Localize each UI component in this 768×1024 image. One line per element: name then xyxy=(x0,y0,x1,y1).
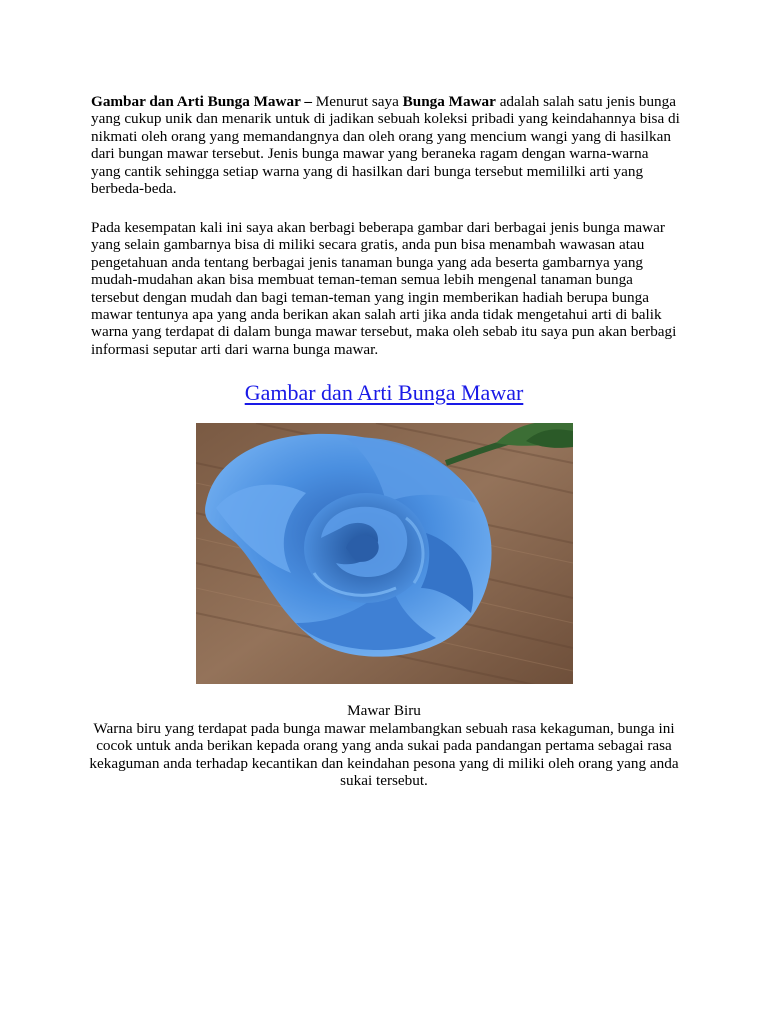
intro-bold-term: Bunga Mawar xyxy=(402,93,496,110)
intro-title: Gambar dan Arti Bunga Mawar – xyxy=(91,93,312,110)
intro-text-a: Menurut saya xyxy=(311,93,403,110)
caption-body: Warna biru yang terdapat pada bunga mawar melambangkan sebuah rasa kekaguman, bunga ini cocok untuk anda berikan kepada orang yang anda sukai pada pandangan pertama sebagai rasa kekaguman anda terhadap kecantikan dan keindahan pesona yang di miliki oleh orang yang anda sukai tersebut. xyxy=(89,719,679,790)
second-paragraph: Pada kesempatan kali ini saya akan berbagi beberapa gambar dari berbagai jenis bunga mawar yang selain gambarnya bisa di miliki secara gratis, anda pun bisa menambah wawasan atau pengetahuan anda tentang berbagai jenis tanaman bunga yang ada beserta gambarnya yang mudah-mudahan akan bisa membuat teman-teman semua lebih mengenal tanaman bunga tersebut dengan mudah dan bagi teman-teman yang ingin memberikan hadiah berupa bunga mawar tentunya apa yang anda berikan akan salah arti jika anda tidak mengetahui arti di balik warna yang terdapat di dalam bunga mawar tersebut, maka oleh sebab itu saya pun akan berbagi informasi seputar arti dari warna bunga mawar. xyxy=(91,219,677,358)
intro-paragraph xyxy=(91,93,681,197)
photo-caption xyxy=(88,702,680,790)
section-heading-link[interactable]: Gambar dan Arti Bunga Mawar xyxy=(244,380,524,405)
section-heading xyxy=(0,378,768,408)
intro-text-b: adalah salah satu jenis bunga yang cukup unik dan menarik untuk di jadikan sebuah koleksi pribadi yang keindahannya bisa di nikmati oleh orang yang memandangnya dan oleh orang yang mencium wangi yang di hasilkan dari bungan mawar tersebut. Jenis bunga mawar yang beraneka ragam dengan warna-warna yang cantik sehingga setiap warna yang di hasilkan dari bunga tersebut memililki arti yang berbeda-beda. xyxy=(91,93,680,198)
blue-rose-photo xyxy=(196,423,573,684)
caption-title: Mawar Biru xyxy=(347,702,421,719)
